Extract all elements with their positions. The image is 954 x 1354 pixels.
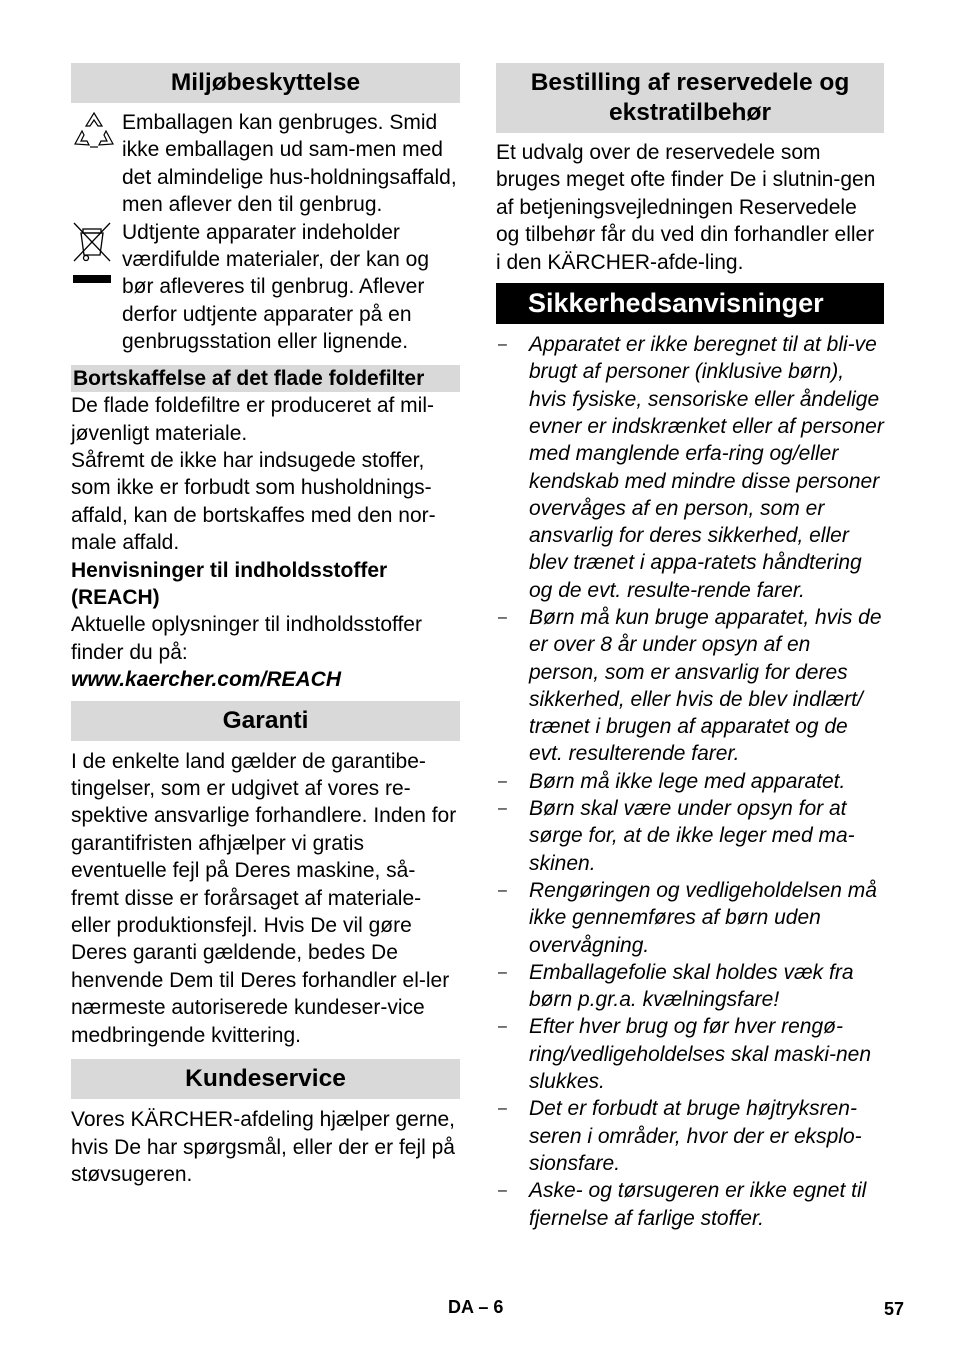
bullet-dash: – — [498, 1182, 507, 1200]
footer-section-label: DA – 6 — [448, 1297, 504, 1317]
weee-text: Udtjente apparater indeholder værdifulde materialer, der kan og bør afleveres til genbrug. Aflever derfor udtjente apparater på en genbrugsstation eller lignende. — [122, 220, 429, 354]
footer-page-number: 57 — [884, 1299, 905, 1319]
customer-service-text: Vores KÄRCHER-afdeling hjælper gerne, hvis De har spørgsmål, eller der er fejl på støvsugeren. — [71, 1108, 456, 1186]
filter-paragraph-1: De flade foldefiltre er produceret af mil-jøvenligt materiale. — [71, 394, 434, 445]
list-item: – Børn må ikke lege med apparatet. — [496, 768, 884, 795]
spare-parts-heading: Bestilling af reservedele og ekstratilbehør — [496, 63, 884, 133]
weee-block — [71, 219, 460, 356]
warranty-text: I de enkelte land gælder de garantibe-tingelser, som er udgivet af vores re-spektive ansvarlige forhandlere. Inden for garantifristen afhjælper vi gratis eventuelle fejl på Deres maskine, så-fremt disse er forårsaget af materiale- eller produktionsfejl. Hvis De vil gøre Deres garanti gældende, bedes De henvende Dem til Deres forhandler el-ler nærmeste autoriserede kundeser-vice medbringende kvittering. — [71, 749, 457, 1047]
filter-heading: Bortskaffelse af det flade foldefilter — [71, 365, 460, 393]
reach-heading: Henvisninger til indholdsstoffer (REACH) — [71, 558, 388, 609]
recycle-icon — [71, 109, 122, 160]
list-item: – Rengøringen og vedligeholdelsen må ikke gennemføres af børn uden overvågning. — [498, 878, 877, 957]
list-item: – Emballagefolie skal holdes væk fra børn p.gr.a. kvælningsfare! — [498, 960, 854, 1012]
bullet-dash: – — [498, 772, 507, 790]
list-item: – Det er forbudt at bruge højtryksren-seren i områder, hvor der er eksplo-sionsfare. — [498, 1097, 862, 1175]
warranty-heading: Garanti — [71, 701, 460, 741]
list-item: – Aske- og tørsugeren er ikke egnet til fjernelse af farlige stoffer. — [498, 1179, 867, 1230]
customer-service-heading: Kundeservice — [71, 1059, 460, 1099]
left-column — [71, 63, 460, 1188]
safety-list — [496, 331, 884, 1232]
spare-parts-text: Et udvalg over de reservedele som bruges meget ofte finder De i slutnin-gen af betjeningsvejledningen Reservedele og tilbehør får du ved din forhandler eller i den KÄRCHER-afde-ling. — [496, 141, 876, 274]
list-item: – Efter hver brug og før hver rengø-ring/vedligeholdelses skal maski-nen slukkes. — [498, 1015, 872, 1094]
reach-text: Aktuelle oplysninger til indholdsstoffer finder du på: — [71, 613, 422, 664]
recycle-block — [71, 109, 460, 219]
bullet-dash: – — [498, 1018, 507, 1036]
bullet-dash: – — [498, 881, 507, 899]
bullet-dash: – — [498, 336, 507, 354]
safety-heading: Sikkerhedsanvisninger — [496, 283, 884, 324]
recycle-text: Emballagen kan genbruges. Smid ikke emballagen ud sam-men med det almindelige hus-holdningsaffald, men aflever den til genbrug. — [122, 111, 457, 217]
bullet-dash: – — [498, 609, 507, 626]
right-column — [496, 63, 884, 1232]
bullet-dash: – — [498, 963, 507, 981]
filter-paragraph-2: Såfremt de ikke har indsugede stoffer, som ikke er forbudt som husholdnings-affald, kan de bortskaffes med den nor-male affald. — [71, 448, 436, 555]
list-item: – Børn må kun bruge apparatet, hvis de er over 8 år under opsyn af en person, som er ansvarlig for deres sikkerhed, eller hvis de blev indlært/ trænet i brugen af apparatet og de evt. resulterende farer. — [498, 606, 882, 766]
reach-url-link[interactable]: www.kaercher.com/REACH — [71, 668, 341, 692]
bullet-dash: – — [498, 800, 507, 818]
crossed-bin-icon — [71, 219, 122, 294]
list-item: – Apparatet er ikke beregnet til at bli-ve brugt af personer (inklusive børn), hvis fysiske, sensoriske eller åndelige evner er indskrænket eller af personer med manglende erfa-ring og/eller kendskab med mindre disse personer overvåges af en person, som er ansvarlig for deres sikkerhed, eller blev trænet i appa-ratets håndtering og de evt. resulte-rende farer. — [498, 333, 884, 602]
bullet-dash: – — [498, 1100, 507, 1118]
environment-heading: Miljøbeskyttelse — [71, 63, 460, 103]
list-item: – Børn skal være under opsyn for at sørge for, at de ikke leger med ma-skinen. — [498, 797, 855, 875]
